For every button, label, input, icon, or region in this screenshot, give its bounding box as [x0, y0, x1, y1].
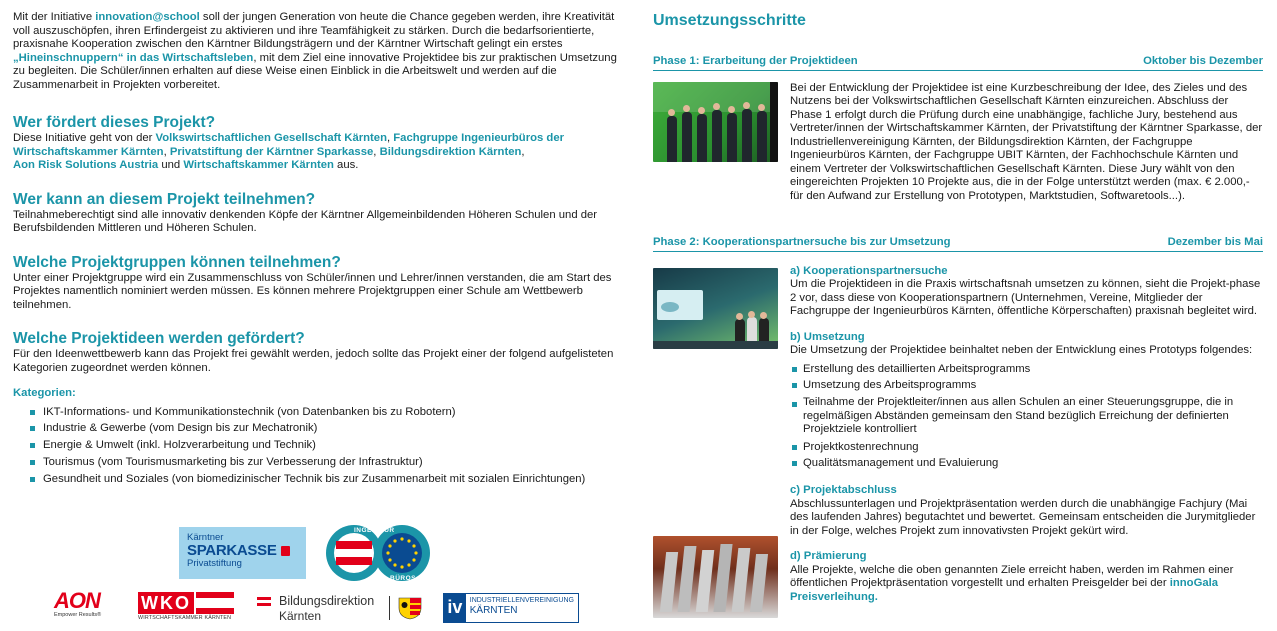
ingenieur-top-label: INGENIEUR: [354, 527, 395, 534]
aon-logo: [54, 590, 108, 624]
kategorien-list: [13, 404, 623, 488]
phase2-b-text: Die Umsetzung der Projektidee beinhaltet neben der Entwicklung eines Prototyps folgendes:: [790, 344, 1253, 356]
phase1-name: Phase 1: Erarbeitung der Projektideen: [653, 55, 858, 67]
phase2-d-heading: d) Prämierung: [790, 550, 867, 563]
list-item: Gesundheit und Soziales (von biomedizinischer Technik bis zur Zusammenarbeit mit sozialen Einrichtungen): [13, 471, 623, 488]
wko-logo: [138, 592, 234, 624]
list-item: Teilnahme der Projektleiter/innen aus allen Schulen an einer Steuerungsgruppe, die in regelmäßigen Abständen gemeinsam den Stand bezüglich Erreichung der definierten Projektziele kontrolliert: [790, 396, 1263, 437]
org-aon: Aon Risk Solutions Austria: [13, 159, 159, 171]
intro-highlight: „Hineinschnuppern“ in das Wirtschaftsleben: [13, 51, 254, 64]
phase2-name: Phase 2: Kooperationspartnersuche bis zur Umsetzung: [653, 236, 951, 248]
brand-innovation-at-school: innovation@school: [95, 11, 200, 23]
org-ingenieurbueros: Fachgruppe Ingenieurbüros der Wirtschaftskammer Kärnten: [13, 132, 565, 158]
wko-wordmark: WKO: [138, 592, 194, 614]
phase2-stage-photo: [653, 268, 778, 349]
sparkasse-logo: [179, 527, 306, 579]
bildungsdirektion-logo: [257, 594, 427, 624]
phase2-a-text: Um die Projektideen in die Praxis wirtschaftsnah umsetzen zu können, sieht die Projekt-phase 2 vor, dass diese von Kooperationspartnern (Unternehmen, Vereine, Mitglieder der Fachgruppe der Ingenieurbüros Kärnten, öffentliche Körperschaften) praxisnah begleitet wird.: [790, 278, 1261, 317]
sparkasse-line3: Privatstiftung: [187, 558, 242, 569]
heading-gruppen: Welche Projektgruppen können teilnehmen?: [13, 253, 341, 271]
phase2-c-text: Abschlussunterlagen und Projektpräsentation werden durch die unabhängige Fachjury (Mai des laufenden Jahres) begutachtet und bewertet. Gemeinsam entscheiden die Jurymitglieder in der Folge, welches Projekt zum innovativsten Projekt gekürt wird.: [790, 497, 1256, 537]
phase2-b-list: [790, 361, 1263, 473]
ingenieurbueros-logo: [324, 523, 432, 583]
org-bildungsdirektion: Bildungsdirektion Kärnten: [379, 145, 522, 158]
intro-paragraph: [13, 11, 623, 92]
teilnehmen-paragraph: Teilnahmeberechtigt sind alle innovativ denkenden Köpfe der Kärntner Allgemeinbildenden Höheren Schulen und der Berufsbildenden Mittleren und Höheren Schulen.: [13, 208, 598, 234]
phase2-trophies-photo: [653, 536, 778, 618]
org-wko: Wirtschaftskammer Kärnten: [183, 159, 334, 171]
iv-line1: INDUSTRIELLENVEREINIGUNG: [469, 597, 574, 604]
org-sparkasse: Privatstiftung der Kärntner Sparkasse: [169, 145, 374, 158]
foerdert-text-1: Diese Initiative geht von der: [13, 132, 156, 144]
page-title: Umsetzungsschritte: [653, 12, 806, 29]
org-vgk: Volkswirtschaftlichen Gesellschaft Kärnten: [155, 132, 387, 144]
phase2-period: Dezember bis Mai: [1167, 236, 1263, 248]
sparkasse-line2: SPARKASSE: [187, 542, 277, 559]
list-item: Industrie & Gewerbe (vom Design bis zur Mechatronik): [13, 420, 623, 437]
innogala-highlight: innoGala Preisverleihung.: [790, 577, 1219, 603]
aon-wordmark: AON: [54, 588, 100, 613]
phase1-content: [653, 82, 1263, 204]
sparkasse-s-icon: [281, 546, 290, 556]
heading-ideen: Welche Projektideen werden gefördert?: [13, 330, 305, 347]
phase2-a-heading: a) Kooperationspartnersuche: [790, 264, 948, 277]
heading-teilnehmen: Wer kann an diesem Projekt teilnehmen?: [13, 190, 316, 208]
list-item: Energie & Umwelt (inkl. Holzverarbeitung und Technik): [13, 437, 623, 454]
sep: ,: [387, 132, 394, 144]
phase2-d-paragraph: [790, 564, 1263, 605]
phase2-d-text: Alle Projekte, welche die oben genannten Ziele erreicht haben, werden im Rahmen einer öffentlichen Projektpräsentation vorgestellt und erhalten Preisgelder bei der: [790, 563, 1234, 590]
gruppen-paragraph: Unter einer Projektgruppe wird ein Zusammenschluss von Schüler/innen und Lehrer/innen verstanden, die am Start des Projektes namentlich nominiert werden müssen. Es können mehrere Projektgruppen einer Schule am Wettbewerb teilnehmen.: [13, 271, 612, 311]
phase2-header: [653, 236, 1263, 252]
list-item: Erstellung des detaillierten Arbeitsprogramms: [790, 361, 1263, 378]
heading-foerdert: Wer fördert dieses Projekt?: [13, 114, 216, 131]
list-item: IKT-Informations- und Kommunikationstechnik (von Datenbanken bis zu Robotern): [13, 404, 623, 421]
phase2-text-block: [790, 252, 1263, 605]
phase1-group-photo: [653, 82, 778, 162]
list-item: Umsetzung des Arbeitsprogramms: [790, 377, 1263, 394]
ideen-paragraph: Für den Ideenwettbewerb kann das Projekt frei gewählt werden, jedoch sollte das Projekt einer der folgend aufgelisteten Kategorien zugeordnet werden können.: [13, 348, 614, 374]
phase1-header: [653, 55, 1263, 71]
phase2-b-heading: b) Umsetzung: [790, 330, 865, 343]
kaernten-coat-of-arms-icon: [397, 596, 423, 620]
iv-mark: iv: [444, 594, 466, 622]
phase1-text: Bei der Entwicklung der Projektidee ist eine Kurzbeschreibung der Idee, des Zieles und des Nutzens bei der Volkswirtschaftlichen Gesellschaft Kärnten einzureichen. Abschluss der Phase 1 erfolgt durch die Prüfung durch eine unabhängige, fachliche Jury, bestehend aus Vertreter/innen der Wirtschaftskammer Kärnten, der Privatstiftung der Kärntner Sparkasse, der Industriellenvereinigung Kärnten, der Bildungsdirektion Kärnten, der Fachgruppe Ingenieurbüros Kärnten, der Fachgruppe UBIT Kärnten, der Fachhochschule Kärnten und einem Vertreter der Volkswirtschaftlichen Gesellschaft Kärnten. Diese Jury wählt von den eingereichten Projekten 10 Projekte aus, die in der Folge unterstützt werden (max. € 2.000,- für den Aufwand zur Erstellung von Prototypen, Marktstudien, Softwaretools...).: [790, 81, 1263, 202]
sep: ,: [373, 145, 380, 158]
left-column: [13, 11, 623, 487]
foerdert-paragraph: [13, 132, 623, 173]
intro-text-1: Mit der Initiative: [13, 11, 96, 23]
sparkasse-line1: Kärntner: [187, 532, 224, 543]
foerdert-text-2: aus.: [333, 159, 359, 171]
iv-line2: KÄRNTEN: [469, 605, 518, 616]
iv-logo: [443, 593, 579, 623]
aon-tagline: Empower Results®: [54, 612, 102, 618]
intro-text-3: , mit dem Ziel eine innovative Projektidee bis zur praktischen Umsetzung zu begleiten. Die Schüler/innen erhalten auf diese Weise einen Einblick in die Arbeitswelt und werden auf die Zusammenarbeit in Projekten vorbereitet.: [13, 51, 617, 91]
list-item: Qualitätsmanagement und Evaluierung: [790, 455, 1263, 472]
bildung-line2: Kärnten: [279, 609, 322, 623]
austria-flag-icon: [257, 597, 271, 606]
phase2-c-heading: c) Projektabschluss: [790, 484, 897, 497]
list-item: Tourismus (vom Tourismusmarketing bis zur Verbesserung der Infrastruktur): [13, 454, 623, 471]
wko-subline: WIRTSCHAFTSKAMMER KÄRNTEN: [138, 615, 232, 621]
list-item: Projektkostenrechnung: [790, 439, 1263, 456]
sep: und: [158, 159, 184, 171]
bildung-line1: Bildungsdirektion: [279, 594, 375, 608]
sep: ,: [521, 145, 525, 158]
phase1-period: Oktober bis Dezember: [1143, 55, 1263, 67]
ingenieur-bottom-label: BÜROS: [390, 575, 416, 582]
right-column: [653, 11, 1263, 604]
sep: ,: [163, 145, 170, 158]
intro-text-2: soll der jungen Generation von heute die Chance gegeben werden, ihre Kreativität voll auszuschöpfen, ihren Erfindergeist zu aktivieren und ihre Teamfähigkeit zu stärken. Durch die bedarfsorientierte, praxisnahe Kooperation zwischen den Kärntner Bildungsträgern und der Kärntner Wirtschaft gelingt ein erstes: [13, 11, 615, 50]
kategorien-heading: Kategorien:: [13, 387, 76, 399]
phase2-content: [653, 252, 1263, 605]
